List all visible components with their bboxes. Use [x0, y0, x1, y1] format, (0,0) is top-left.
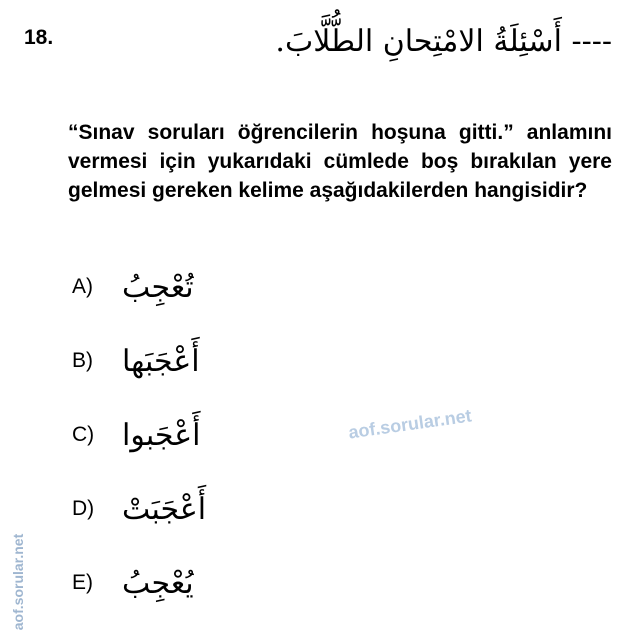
- option-label: E): [72, 571, 93, 594]
- option-text: يُعْجِبُ: [122, 565, 194, 601]
- option-text: أَعْجَبَتْ: [122, 491, 207, 527]
- arabic-prompt: [275, 24, 612, 59]
- option-label: D): [72, 497, 95, 520]
- option-label: A): [72, 275, 93, 298]
- option-label: B): [72, 349, 93, 372]
- option-d[interactable]: [72, 484, 206, 534]
- option-e[interactable]: [72, 558, 194, 608]
- watermark: aof.sorular.net: [347, 405, 473, 443]
- question-text: “Sınav soruları öğrencilerin hoşuna gitti.” anlamını vermesi için yukarıdaki cümlede boş bırakılan yere gelmesi gereken kelime aşağıdakilerden hangisidir?: [68, 121, 612, 202]
- arabic-sentence: أَسْئِلَةُ الامْتِحانِ الطُّلَّابَ.: [275, 24, 562, 59]
- question-number: 18.: [24, 26, 54, 49]
- option-label: C): [72, 423, 95, 446]
- option-b[interactable]: [72, 336, 200, 386]
- side-watermark: aof.sorular.net: [10, 533, 27, 631]
- option-c[interactable]: [72, 410, 201, 460]
- option-a[interactable]: [72, 262, 194, 312]
- option-text: تُعْجِبُ: [122, 269, 194, 305]
- option-text: أَعْجَبَها: [122, 343, 200, 379]
- arabic-blank: ----: [571, 24, 612, 59]
- option-text: أَعْجَبوا: [122, 417, 201, 453]
